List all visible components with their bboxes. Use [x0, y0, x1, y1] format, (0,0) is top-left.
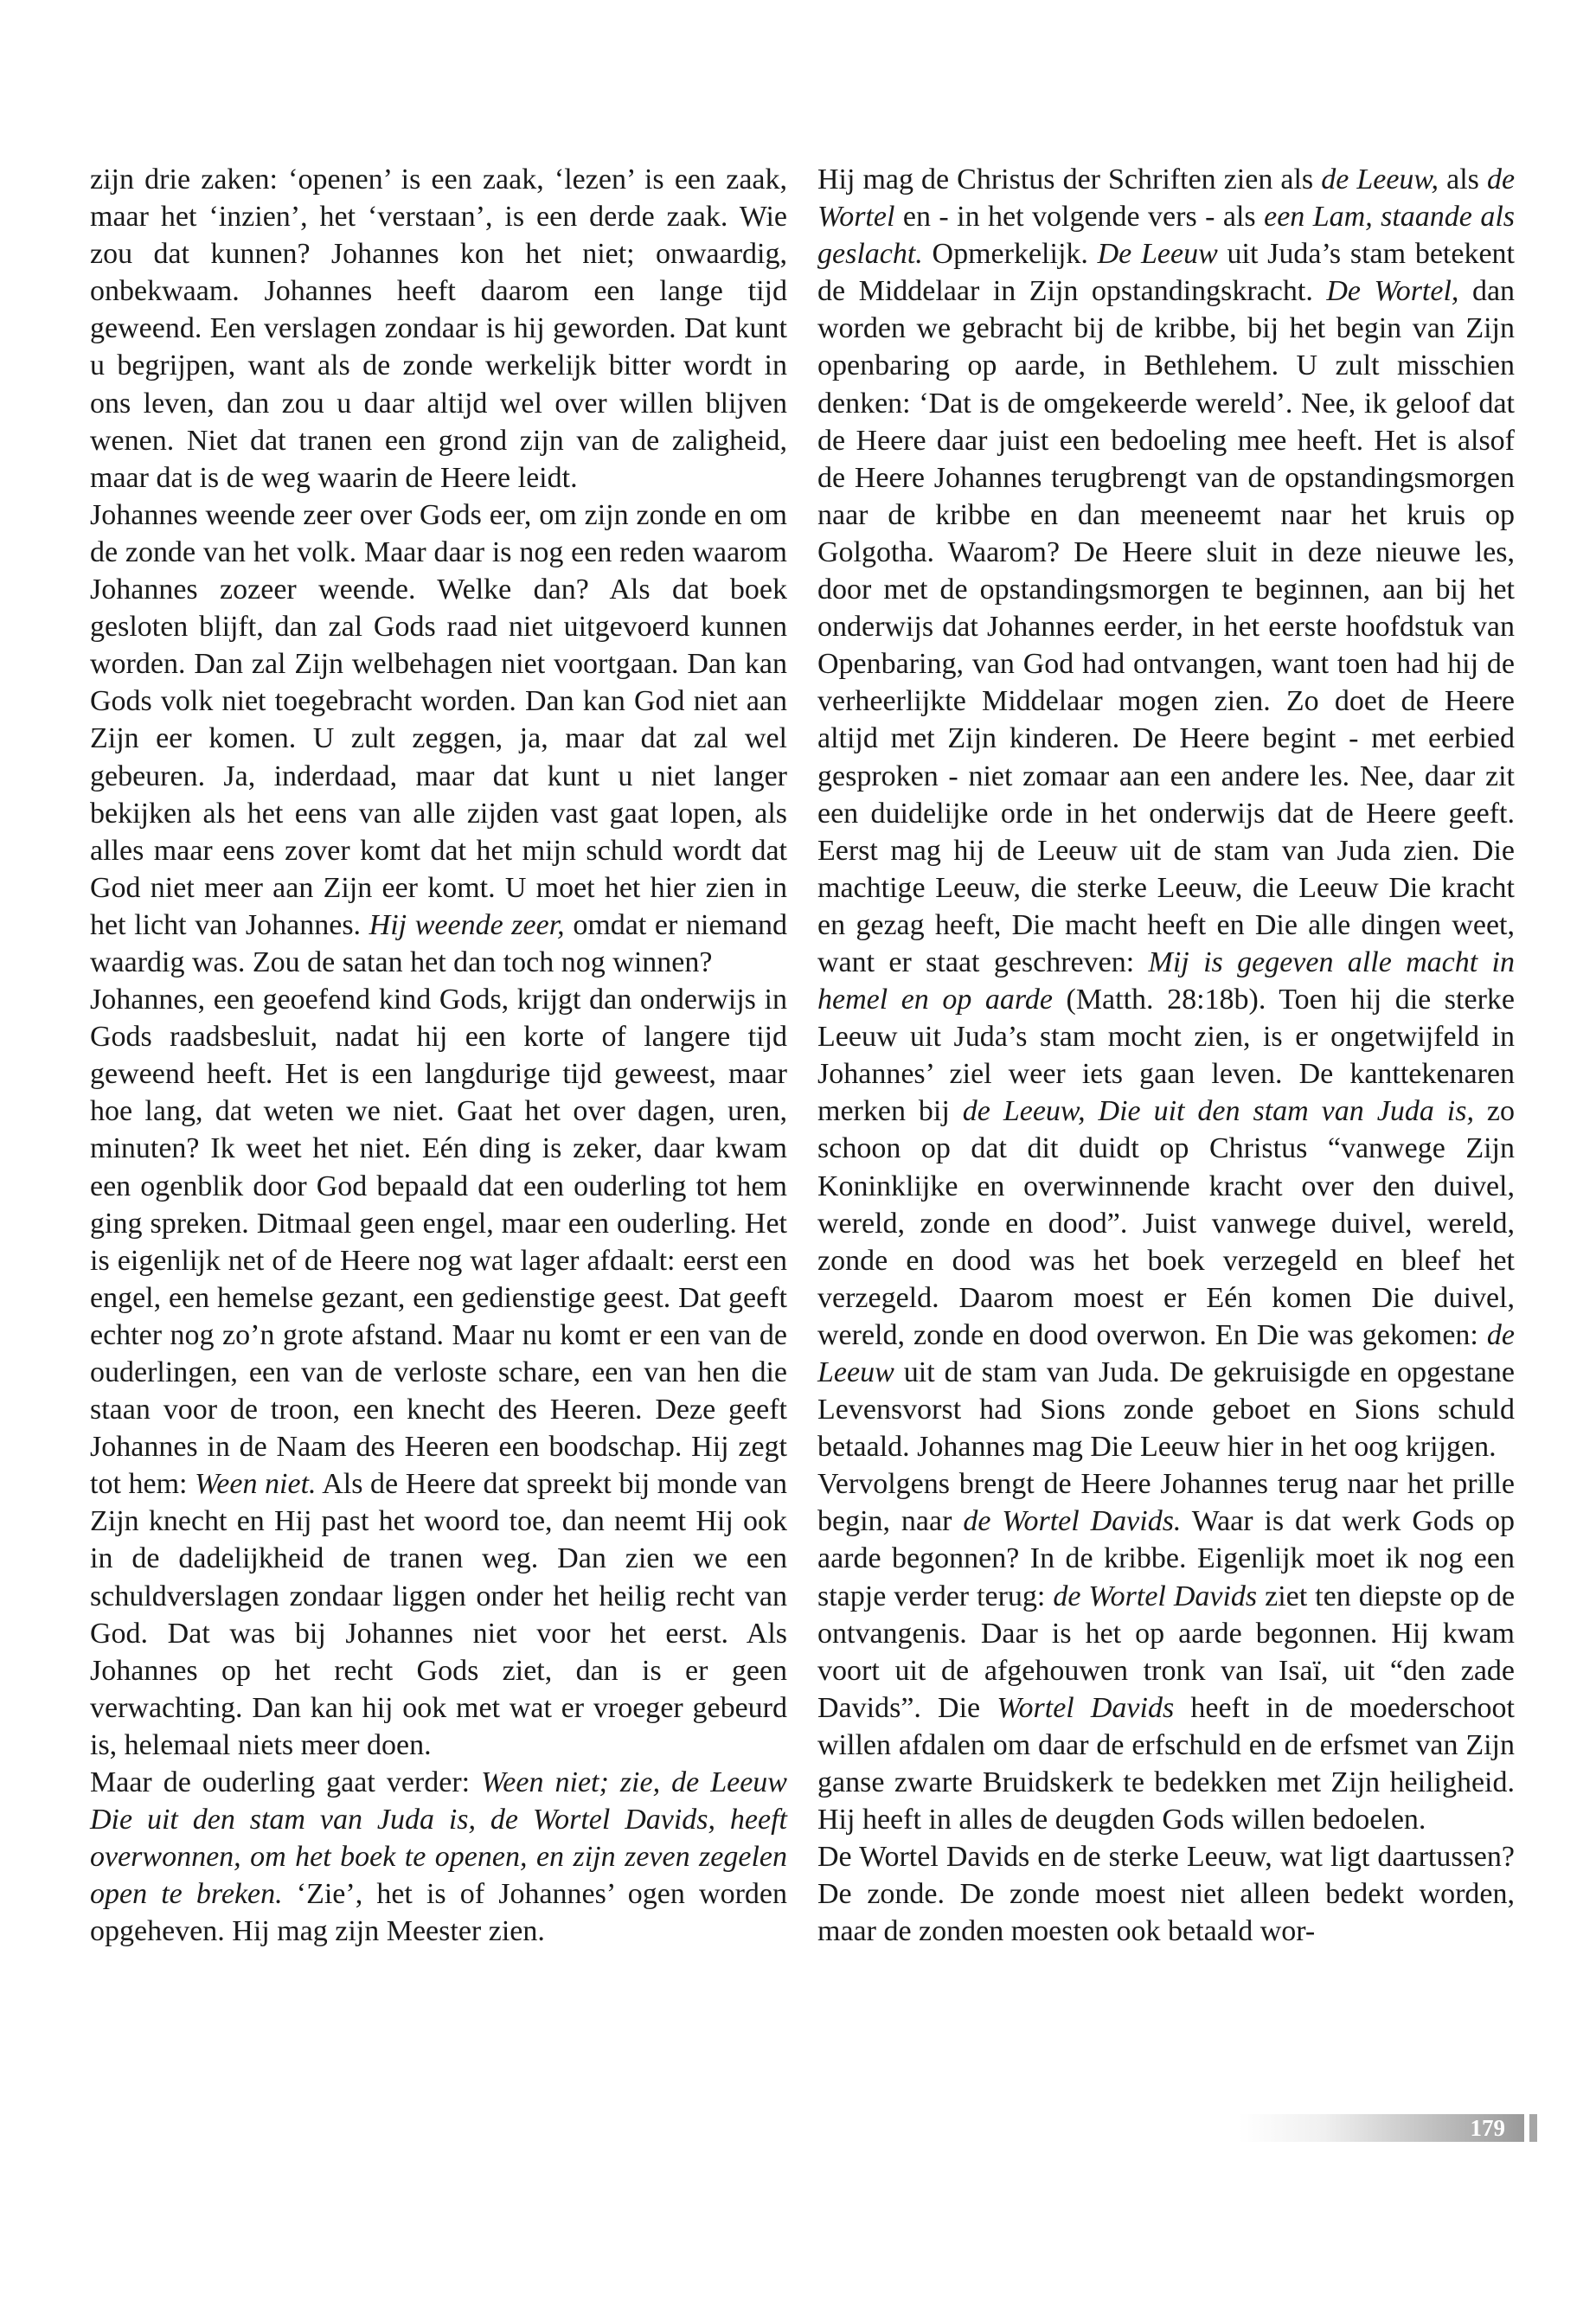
text-run: Maar de ouderling gaat verder: [90, 1766, 471, 1799]
paragraph [817, 1465, 1515, 1838]
paragraph [90, 981, 787, 1764]
text-run: dan worden we gebracht bij de kribbe, bij het begin van Zijn openbaring op aarde, in Bethlehem. U zult misschien denken: ‘Dat is de omgekeerde wereld’. Nee, ik geloof dat de Heere daar juist een bedoeling mee heeft. Het is alsof de Heere Johannes terugbrengt van de opstandingsmorgen naar de kribbe en dan meeneemt naar het kruis op Golgotha. Waarom? De Heere sluit in deze nieuwe les, door met de opstandingsmorgen te beginnen, aan bij het onderwijs dat Johannes eerder, in het eerste hoofdstuk van Openbaring, van God had ontvangen, want toen had hij de verheerlijkte Middelaar mogen zien. Zo doet de Heere altijd met Zijn kinderen. De Heere begint - met eerbied gesproken - niet zomaar aan een andere les. Nee, daar zit een duidelijke orde in het onderwijs dat de Heere geeft. Eerst mag hij de Leeuw uit de stam van Juda zien. Die machtige Leeuw, die sterke Leeuw, die Leeuw Die kracht en gezag heeft, Die macht heeft en Die alle dingen weet, want er staat geschreven: [817, 275, 1516, 978]
text-run: ziet ten diepste op de ontvangenis. Daar is het op aarde begonnen. Hij kwam voort uit de afgehouwen tronk van Isaï, uit “den zade Davids”. Die [817, 1580, 1516, 1724]
italic-run: de Leeuw, Die uit den stam van Juda is, [962, 1095, 1474, 1128]
italic-run: Ween niet; zie, de Leeuw Die uit den stam van Juda is, de Wortel Davids, heeft overwonnen, om het boek te openen, en zijn zeven zegelen open te breken. [90, 1766, 787, 1911]
text-run: als [1446, 163, 1479, 195]
text-run: en - in het volgende vers - als [902, 201, 1256, 234]
text-run: Johannes, een geoefend kind Gods, krijgt dan onderwijs in Gods raadsbesluit, nadat hij een korte of langere tijd geweend heeft. Het is een langdurige tijd geweest, maar hoe lang, dat weten we niet. Gaat het over dagen, uren, minuten? Ik weet het niet. Eén ding is zeker, daar kwam een ogenblik door God bepaald dat een ouderling tot hem ging spreken. Ditmaal geen engel, maar een ouderling. Het is eigenlijk net of de Heere nog wat lager afdaalt: eerst een engel, een hemelse gezant, een gedienstige geest. Dat geeft echter nog zo’n grote afstand. Maar nu komt er een van de ouderlingen, een van de verloste schare, een van hen die staan voor de troon, een knecht des Heeren. Deze geeft Johannes in de Naam des Heeren een boodschap. Hij zegt tot hem: [90, 984, 787, 1501]
paragraph [90, 161, 787, 497]
text-run: omdat er niemand waardig was. Zou de satan het dan toch nog winnen? [90, 908, 788, 978]
paragraph [90, 1764, 787, 1950]
text-run: heeft in de moederschoot willen afdalen om daar de erfschuld en de erfsmet van Zijn ganse zwarte Bruidskerk te bedekken met Zijn heiligheid. Hij heeft in alles de deugden Gods willen bedoelen. [817, 1691, 1516, 1836]
italic-run: De Leeuw [1097, 238, 1218, 271]
text-run: zijn drie zaken: ‘openen’ is een zaak, ‘lezen’ is een zaak, maar het ‘inzien’, het ‘verstaan’, is een derde zaak. Wie zou dat kunnen? Johannes kon het niet; onwaardig, onbekwaam. Johannes heeft daarom een lange tijd geweend. Een verslagen zondaar is hij geworden. Dat kunt u begrijpen, want als de zonde werkelijk bitter wordt in ons leven, dan zou u daar altijd wel over willen blijven wenen. Niet dat tranen een grond zijn van de zaligheid, maar dat is de weg waarin de Heere leidt. [90, 163, 787, 494]
page-number-edge-bar [1529, 2114, 1537, 2142]
text-run: Opmerkelijk. [932, 238, 1088, 271]
page-number-banner [1239, 2114, 1524, 2142]
italic-run: Wortel Davids [997, 1691, 1175, 1724]
text-run: zo schoon op dat dit duidt op Christus “vanwege Zijn Koninklijke en overwinnende kracht over den duivel, wereld, zonde en dood”. Juist vanwege duivel, wereld, zonde en dood was het boek verzegeld en bleef het verzegeld. Daarom moest er Eén komen Die duivel, wereld, zonde en dood overwon. En Die was gekomen: [817, 1095, 1516, 1351]
text-run: Hij mag de Christus der Schriften zien als [817, 163, 1314, 195]
italic-run: Mij is gegeven alle macht in hemel en op aarde [817, 945, 1515, 1016]
text-run: Johannes weende zeer over Gods eer, om zijn zonde en om de zonde van het volk. Maar daar is nog een reden waarom Johannes zozeer weende. Welke dan? Als dat boek gesloten blijft, dan zal Gods raad niet uitgevoerd kunnen worden. Dan zal Zijn welbehagen niet voortgaan. Dan kan Gods volk niet toegebracht worden. Dan kan God niet aan Zijn eer komen. U zult zeggen, ja, maar dat zal wel gebeuren. Ja, inderdaad, maar dat kunt u niet langer bekijken als het eens van alle zijden vast gaat lopen, als alles maar eens zover komt dat het mijn schuld wordt dat God niet meer aan Zijn eer komt. U moet het hier zien in het licht van Johannes. [90, 498, 787, 941]
paragraph [817, 1838, 1515, 1950]
italic-run: de Leeuw [817, 1318, 1515, 1388]
paragraph [817, 161, 1515, 1465]
italic-run: Ween niet. [195, 1468, 317, 1501]
left-column [90, 161, 787, 1951]
italic-run: de Wortel Davids [1053, 1580, 1258, 1612]
italic-run: De Wortel, [1326, 275, 1459, 308]
italic-run: een Lam, staande als geslacht. [817, 201, 1516, 271]
text-run: uit de stam van Juda. De gekruisigde en opgestane Levensvorst had Sions zonde geboet en Sions schuld betaald. Johannes mag Die Leeuw hier in het oog krijgen. [817, 1356, 1515, 1464]
italic-run: de Leeuw, [1321, 163, 1439, 195]
italic-run: de Wortel Davids. [963, 1505, 1182, 1538]
text-run: ‘Zie’, het is of Johannes’ ogen worden opgeheven. Hij mag zijn Meester zien. [90, 1878, 787, 1948]
right-column [817, 161, 1515, 1951]
text-run: (Matth. 28:18b). Toen hij die sterke Leeuw uit Juda’s stam mocht zien, is er ongetwijfeld in Johannes’ ziel weer iets gaan leven. De kanttekenaren merken bij [817, 984, 1515, 1128]
italic-run: de Wortel [817, 163, 1516, 234]
text-run: Vervolgens brengt de Heere Johannes terug naar het prille begin, naar [817, 1468, 1515, 1538]
text-run: De Wortel Davids en de sterke Leeuw, wat ligt daartussen? De zonde. De zonde moest niet alleen bedekt worden, maar de zonden moesten ook betaald wor- [817, 1841, 1515, 1948]
italic-run: Hij weende zeer, [369, 908, 565, 941]
text-run: uit Juda’s stam betekent de Middelaar in Zijn opstandingskracht. [817, 238, 1515, 308]
text-run: Waar is dat werk Gods op aarde begonnen? In de kribbe. Eigenlijk moet ik nog een stapje verder terug: [817, 1505, 1515, 1612]
paragraph [90, 497, 787, 981]
text-run: Als de Heere dat spreekt bij monde van Zijn knecht en Hij past het woord toe, dan neemt Hij ook in de dadelijkheid de tranen weg. Dan zien we een schuldverslagen zondaar liggen onder het heilig recht van God. Dat was bij Johannes niet voor het eerst. Als Johannes op het recht Gods ziet, dan is er geen verwachting. Dan kan hij ook met wat er vroeger gebeurd is, helemaal niets meer doen. [90, 1468, 788, 1761]
page-number: 179 [1470, 2115, 1505, 2141]
